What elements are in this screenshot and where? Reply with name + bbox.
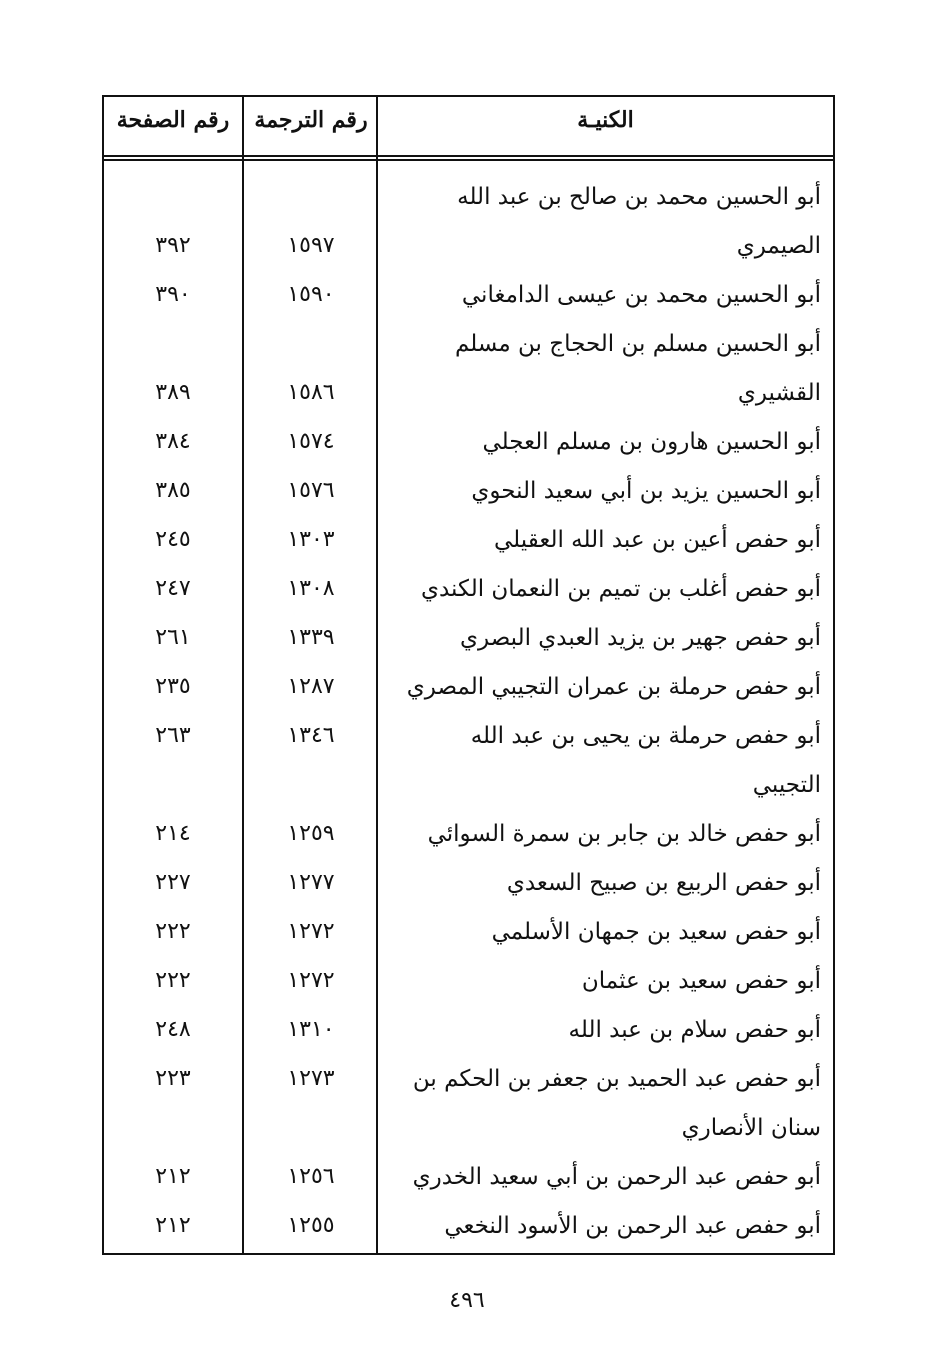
- page-ref-number: ٣٨٥: [155, 478, 191, 503]
- page-ref-number: [104, 767, 242, 803]
- header-kunya: الكنيـة: [577, 107, 634, 133]
- header-page-number: رقم الصفحة: [116, 107, 230, 133]
- tarjama-number: ١٥٩٧: [287, 233, 335, 258]
- page-number: ٤٩٦: [449, 1288, 485, 1313]
- kunya-line: أبو حفص أعين بن عبد الله العقيلي: [494, 527, 821, 553]
- kunya-line: أبو حفص عبد الحميد بن جعفر بن الحكم بن: [412, 1066, 821, 1092]
- tarjama-number: ١٢٥٥: [287, 1213, 335, 1238]
- page-ref-number: ٣٩٠: [155, 282, 191, 307]
- page-ref-number: ٣٨٩: [155, 380, 191, 405]
- kunya-line: أبو حفص الربيع بن صبيح السعدي: [506, 870, 821, 896]
- tarjama-number: ١٢٨٧: [287, 674, 335, 699]
- tarjama-number: ١٥٧٦: [287, 478, 335, 503]
- page-ref-number: ٣٨٤: [155, 429, 191, 454]
- kunya-line: أبو حفص سلام بن عبد الله: [568, 1017, 821, 1043]
- kunya-line: أبو الحسين محمد بن صالح بن عبد الله: [457, 184, 821, 210]
- kunya-line: القشيري: [737, 380, 821, 406]
- kunya-line: أبو حفص سعيد بن عثمان: [581, 968, 821, 994]
- kunya-line: سنان الأنصاري: [681, 1115, 821, 1141]
- kunya-line: أبو الحسين يزيد بن أبي سعيد النحوي: [471, 478, 821, 504]
- kunya-line: أبو حفص عبد الرحمن بن الأسود النخعي: [444, 1213, 821, 1239]
- page-ref-number: [104, 326, 242, 362]
- tarjama-number: ١٣٤٦: [287, 723, 335, 748]
- tarjama-number: ١٥٧٤: [287, 429, 335, 454]
- kunya-line: أبو حفص أغلب بن تميم بن النعمان الكندي: [420, 576, 821, 602]
- kunya-line: أبو حفص جهير بن يزيد العبدي البصري: [460, 625, 821, 651]
- page-ref-number: ٢٣٥: [155, 674, 191, 699]
- page-ref-number: ٣٩٢: [155, 233, 191, 258]
- page-ref-number: [104, 179, 242, 215]
- tarjama-number: ١٣٣٩: [287, 625, 335, 650]
- kunya-line: أبو حفص حرملة بن عمران التجيبي المصري: [406, 674, 821, 700]
- page-ref-number: ٢١٢: [155, 1213, 191, 1238]
- page-ref-number: ٢٢٧: [155, 870, 191, 895]
- page-ref-number: ٢٦٣: [155, 723, 191, 748]
- page-ref-number: ٢٢٣: [155, 1066, 191, 1091]
- page-ref-number: ٢١٤: [155, 821, 191, 846]
- kunya-line: أبو حفص عبد الرحمن بن أبي سعيد الخدري: [412, 1164, 821, 1190]
- kunya-index-table: [102, 95, 835, 1255]
- header-tarjama-number: رقم الترجمة: [254, 107, 368, 133]
- tarjama-number: ١٥٨٦: [287, 380, 335, 405]
- kunya-line: التجيبي: [752, 772, 821, 798]
- page-ref-number: ٢١٢: [155, 1164, 191, 1189]
- kunya-line: أبو الحسين مسلم بن الحجاج بن مسلم: [454, 331, 821, 357]
- tarjama-number: [246, 1110, 376, 1146]
- page-ref-number: ٢٢٢: [155, 968, 191, 993]
- tarjama-number: ١٢٧٧: [287, 870, 335, 895]
- tarjama-number: ١٣٠٣: [287, 527, 335, 552]
- tarjama-number: ١٢٧٣: [287, 1066, 335, 1091]
- kunya-line: أبو حفص سعيد بن جمهان الأسلمي: [491, 919, 821, 945]
- tarjama-number: ١٣١٠: [287, 1017, 335, 1042]
- page-ref-number: [104, 1110, 242, 1146]
- page-ref-number: ٢٦١: [155, 625, 191, 650]
- page-ref-number: ٢٤٧: [155, 576, 191, 601]
- kunya-line: أبو الحسين هارون بن مسلم العجلي: [482, 429, 821, 455]
- table-header-row: [104, 97, 833, 157]
- kunya-line: أبو الحسين محمد بن عيسى الدامغاني: [461, 282, 821, 308]
- tarjama-number: [246, 326, 376, 362]
- tarjama-number: ١٢٧٢: [287, 919, 335, 944]
- page-ref-number: ٢٤٨: [155, 1017, 191, 1042]
- tarjama-number: [246, 179, 376, 215]
- column-divider-tarjama: [376, 97, 378, 1253]
- tarjama-number: [246, 767, 376, 803]
- kunya-line: أبو حفص خالد بن جابر بن سمرة السوائي: [427, 821, 821, 847]
- column-divider-page: [242, 97, 244, 1253]
- kunya-line: أبو حفص حرملة بن يحيى بن عبد الله: [470, 723, 821, 749]
- tarjama-number: ١٥٩٠: [287, 282, 335, 307]
- tarjama-number: ١٣٠٨: [287, 576, 335, 601]
- page-ref-number: ٢٤٥: [155, 527, 191, 552]
- page-ref-number: ٢٢٢: [155, 919, 191, 944]
- tarjama-number: ١٢٥٩: [287, 821, 335, 846]
- tarjama-number: ١٢٧٢: [287, 968, 335, 993]
- tarjama-number: ١٢٥٦: [287, 1164, 335, 1189]
- kunya-line: الصيمري: [736, 233, 821, 259]
